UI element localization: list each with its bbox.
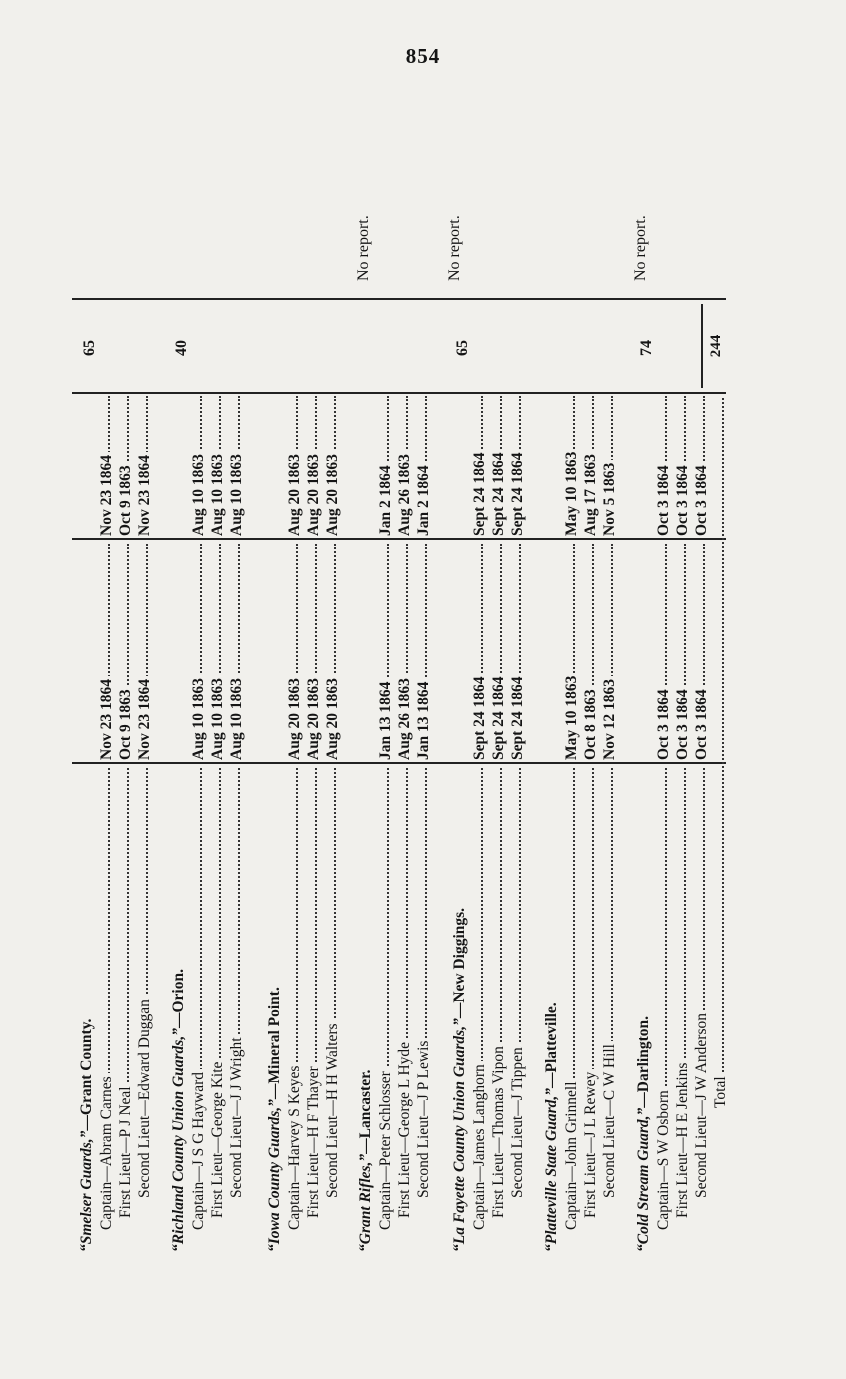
officer-title-text: Captain—Harvey S Keyes <box>286 1063 303 1230</box>
commission-date <box>286 544 304 760</box>
officer-title-text: Second Lieut—J J Wright <box>228 1034 245 1198</box>
officer-title-text: Captain—Peter Schlosser <box>377 1068 394 1230</box>
rank-date <box>490 396 508 536</box>
total-value: 244 <box>708 334 724 358</box>
company-name: “Iowa County Guards,” <box>266 1099 283 1252</box>
officer-title <box>396 768 414 1218</box>
rank-date-text: Nov 23 1864 <box>136 452 153 536</box>
rank-date <box>286 396 304 536</box>
officer-title-text: First Lieut—George L Hyde <box>396 1039 413 1218</box>
officer-title <box>471 768 489 1230</box>
company-heading <box>169 969 188 1252</box>
officer-title-text: Second Lieut—Edward Duggan <box>136 996 153 1198</box>
commission-date-text: Jan 13 1864 <box>415 679 432 760</box>
rank-date <box>377 396 395 536</box>
rank-date <box>228 396 246 536</box>
rank-date-text: Sept 24 1864 <box>490 449 507 536</box>
officer-title-text: Second Lieut—C W Hill <box>601 1041 618 1198</box>
commission-date-text: Aug 10 1863 <box>209 675 226 760</box>
company-name: “La Fayette County Union Guards,” <box>451 1018 468 1252</box>
rank-date <box>509 396 527 536</box>
company-strength: 74 <box>638 340 655 356</box>
rank-date-text: Aug 20 1863 <box>305 451 322 536</box>
rank-date-text: Sept 24 1864 <box>471 449 488 536</box>
officer-title <box>415 768 433 1198</box>
commission-date <box>674 544 692 760</box>
company-strength: 65 <box>454 340 471 356</box>
commission-date <box>563 544 581 760</box>
officer-title <box>582 768 600 1218</box>
company-heading <box>450 908 469 1252</box>
company-name: “Cold Stream Guard,” <box>635 1107 652 1252</box>
company-location: —Platteville. <box>543 1002 560 1088</box>
rank-date-text: Oct 9 1863 <box>117 462 134 536</box>
company-name: “Smelser Guards,” <box>78 1130 95 1252</box>
officer-title-text: First Lieut—Thomas Vipon <box>490 1043 507 1218</box>
commission-date-text: Aug 20 1863 <box>305 675 322 760</box>
commission-date-text: Oct 3 1864 <box>693 686 710 760</box>
rank-date <box>98 396 116 536</box>
officer-title <box>98 768 116 1230</box>
rank-date-text: Aug 10 1863 <box>228 451 245 536</box>
commission-date <box>582 544 600 760</box>
commission-date <box>377 544 395 760</box>
commission-date-text: Oct 8 1863 <box>582 686 599 760</box>
company-remark: No report. <box>355 215 372 281</box>
rank-date <box>415 396 433 536</box>
officer-title-text: Second Lieut—H H Walters <box>324 1020 341 1198</box>
column-rule <box>72 298 726 300</box>
officer-title <box>509 768 527 1198</box>
rank-date-text: Aug 20 1863 <box>324 451 341 536</box>
dot-leader <box>722 398 724 1108</box>
commission-date <box>117 544 135 760</box>
commission-date-text: Sept 24 1864 <box>490 673 507 760</box>
rank-date <box>117 396 135 536</box>
officer-title <box>117 768 135 1218</box>
commission-date <box>601 544 619 760</box>
company-heading <box>634 1016 653 1252</box>
rank-date <box>655 396 673 536</box>
commission-date <box>228 544 246 760</box>
company-heading <box>77 1019 96 1252</box>
officer-title <box>305 768 323 1218</box>
company-remark: No report. <box>632 215 649 281</box>
officer-title <box>324 768 342 1198</box>
rank-date <box>190 396 208 536</box>
company-location: —New Diggings. <box>451 907 468 1019</box>
officer-title-text: Second Lieut—J Tippen <box>509 1044 526 1198</box>
officer-title <box>601 768 619 1198</box>
commission-date-text: Nov 23 1864 <box>98 676 115 760</box>
commission-date <box>136 544 154 760</box>
commission-date <box>98 544 116 760</box>
commission-date-text: Aug 20 1863 <box>286 675 303 760</box>
rank-date <box>305 396 323 536</box>
rank-date-text: May 10 1863 <box>563 449 580 536</box>
officer-title-text: First Lieut—J L Rewey <box>582 1069 599 1218</box>
rank-date <box>563 396 581 536</box>
rank-date <box>209 396 227 536</box>
officer-title-text: First Lieut—H E Jenkins <box>674 1060 691 1218</box>
officer-title <box>563 768 581 1230</box>
rank-date-text: Nov 5 1863 <box>601 460 618 536</box>
company-strength: 65 <box>81 340 98 356</box>
company-name: “Richland County Union Guards,” <box>170 1028 187 1252</box>
company-location: —Mineral Point. <box>266 987 283 1100</box>
officer-title-text: Captain—Abram Carnes <box>98 1073 115 1230</box>
commission-date <box>209 544 227 760</box>
officer-title <box>674 768 692 1218</box>
commission-date-text: Nov 23 1864 <box>136 676 153 760</box>
company-name: “Platteville State Guard,” <box>543 1087 560 1252</box>
rank-date <box>582 396 600 536</box>
commission-date-text: Oct 3 1864 <box>655 686 672 760</box>
commission-date <box>655 544 673 760</box>
rank-date-text: Jan 2 1864 <box>377 462 394 536</box>
rank-date-text: Sept 24 1864 <box>509 449 526 536</box>
commission-date-text: Oct 9 1863 <box>117 686 134 760</box>
commission-date <box>509 544 527 760</box>
company-heading <box>356 1070 375 1252</box>
company-heading <box>265 987 284 1252</box>
rank-date <box>396 396 414 536</box>
commission-date <box>490 544 508 760</box>
officer-title <box>228 768 246 1198</box>
company-location: —Lancaster. <box>357 1069 374 1154</box>
commission-date-text: Sept 24 1864 <box>471 673 488 760</box>
officer-title-text: First Lieut—H F Thayer <box>305 1063 322 1218</box>
company-location: —Orion. <box>170 969 187 1029</box>
officer-title <box>136 768 154 1198</box>
commission-date <box>415 544 433 760</box>
commission-date-text: May 10 1863 <box>563 673 580 760</box>
company-location: —Darlington. <box>635 1016 652 1108</box>
column-rule <box>72 392 726 394</box>
rank-date-text: Aug 17 1863 <box>582 451 599 536</box>
rank-date-text: Oct 3 1864 <box>674 462 691 536</box>
column-rule <box>72 762 726 764</box>
rank-date-text: Jan 2 1864 <box>415 462 432 536</box>
rank-date <box>674 396 692 536</box>
commission-date <box>324 544 342 760</box>
commission-date-text: Aug 26 1863 <box>396 675 413 760</box>
rank-date-text: Aug 10 1863 <box>209 451 226 536</box>
rank-date <box>601 396 619 536</box>
commission-date-text: Oct 3 1864 <box>674 686 691 760</box>
rank-date-text: Aug 26 1863 <box>396 451 413 536</box>
commission-date <box>471 544 489 760</box>
commission-date <box>305 544 323 760</box>
officer-title <box>377 768 395 1230</box>
total-rule <box>701 304 703 388</box>
rank-date-text: Nov 23 1864 <box>98 452 115 536</box>
officer-title-text: First Lieut—P J Neal <box>117 1083 134 1218</box>
commission-date-text: Aug 10 1863 <box>228 675 245 760</box>
rank-date-text: Aug 20 1863 <box>286 451 303 536</box>
officer-title-text: Second Lieut—J W Anderson <box>693 1010 710 1198</box>
officer-title-text: Captain—John Grinnell <box>563 1078 580 1230</box>
rank-date-text: Oct 3 1864 <box>693 462 710 536</box>
company-heading <box>542 1002 561 1252</box>
rank-date <box>693 396 711 536</box>
commission-date-text: Aug 10 1863 <box>190 675 207 760</box>
company-strength: 40 <box>173 340 190 356</box>
total-label <box>712 398 730 1108</box>
column-rule <box>72 538 726 540</box>
officer-title-text: Captain—James Langhorn <box>471 1061 488 1230</box>
commission-date-text: Jan 13 1864 <box>377 679 394 760</box>
company-remark: No report. <box>446 215 463 281</box>
commission-date-text: Aug 20 1863 <box>324 675 341 760</box>
commission-date-text: Sept 24 1864 <box>509 673 526 760</box>
rank-date <box>136 396 154 536</box>
officer-title-text: Second Lieut—J P Lewis <box>415 1038 432 1198</box>
commission-date <box>190 544 208 760</box>
officer-title-text: Captain—S W Osborn <box>655 1087 672 1230</box>
officer-title-text: Captain—J S G Hayward <box>190 1069 207 1230</box>
commission-date <box>693 544 711 760</box>
commission-date <box>396 544 414 760</box>
commission-date-text: Nov 12 1863 <box>601 676 618 760</box>
officer-title <box>655 768 673 1230</box>
rank-date-text: Oct 3 1864 <box>655 462 672 536</box>
page-number: 854 <box>405 44 441 68</box>
officer-title <box>693 768 711 1198</box>
officer-title <box>490 768 508 1218</box>
officer-title-text: First Lieut—George Kite <box>209 1059 226 1218</box>
company-name: “Grant Rifles,” <box>357 1153 374 1252</box>
rank-date <box>471 396 489 536</box>
rank-date-text: Aug 10 1863 <box>190 451 207 536</box>
officer-title <box>190 768 208 1230</box>
total-label-text: Total <box>712 1073 729 1108</box>
officer-title <box>209 768 227 1218</box>
roster-table <box>72 96 740 1256</box>
rank-date <box>324 396 342 536</box>
company-location: —Grant County. <box>78 1018 95 1131</box>
officer-title <box>286 768 304 1230</box>
